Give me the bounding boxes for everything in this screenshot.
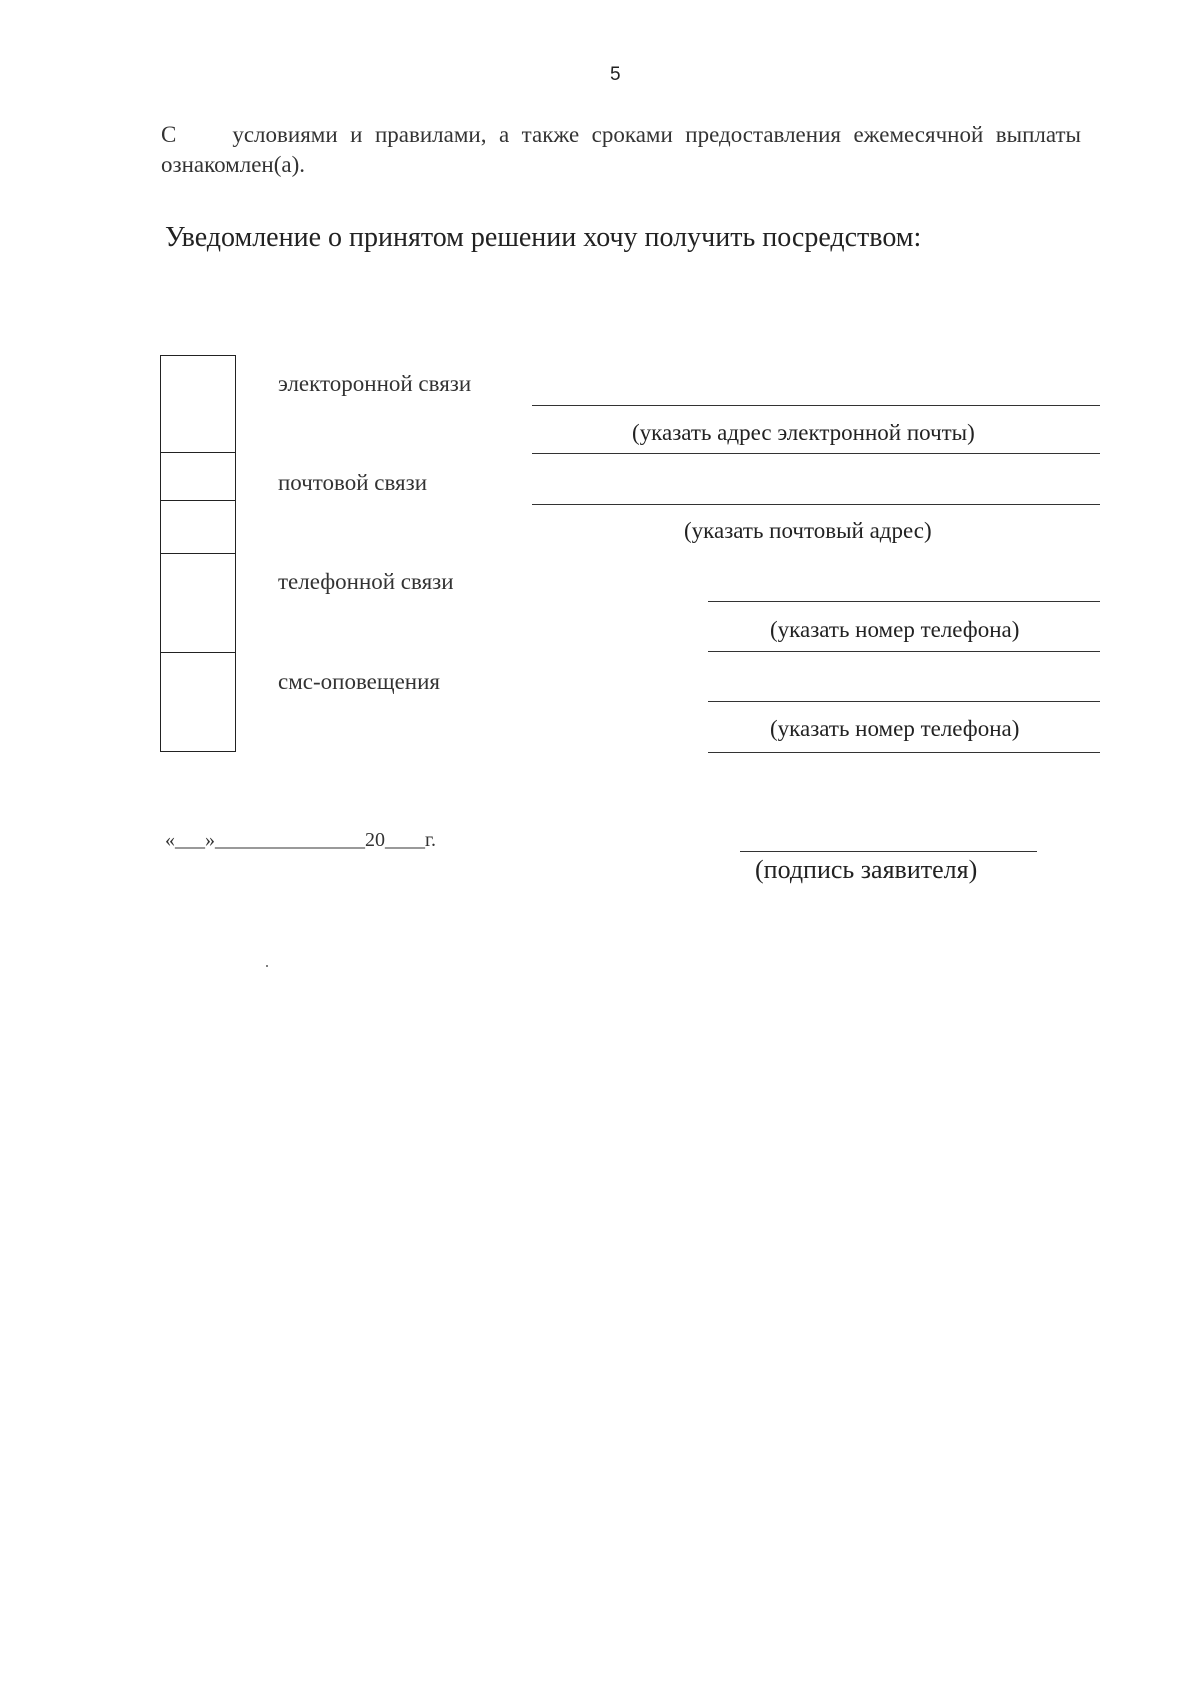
email-field-line[interactable] bbox=[532, 405, 1100, 406]
email-field-hint: (указать адрес электронной почты) bbox=[632, 420, 975, 445]
post-field-hint: (указать почтовый адрес) bbox=[684, 518, 932, 543]
email-field-underline bbox=[532, 453, 1100, 454]
sms-option-label: смс-оповещения bbox=[278, 669, 440, 694]
intro-lead: С bbox=[161, 122, 177, 147]
sms-field-line[interactable] bbox=[708, 701, 1100, 702]
notification-heading: Уведомление о принятом решении хочу получить посредством: bbox=[165, 222, 922, 253]
post-checkbox[interactable] bbox=[160, 452, 236, 502]
phone-field-hint: (указать номер телефона) bbox=[770, 617, 1020, 642]
phone-field-underline bbox=[708, 651, 1100, 652]
phone-option-label: телефонной связи bbox=[278, 569, 454, 594]
email-option-label: электоронной связи bbox=[278, 371, 472, 396]
scan-speck bbox=[266, 965, 268, 967]
sms-field-hint: (указать номер телефона) bbox=[770, 716, 1020, 741]
sms-checkbox[interactable] bbox=[160, 652, 236, 752]
date-field[interactable]: «___»_______________20____г. bbox=[165, 829, 436, 851]
intro-text: условиями и правилами, а также сроками предоставления ежемесячной выплаты ознакомлен(а). bbox=[161, 122, 1081, 177]
signature-line[interactable] bbox=[740, 851, 1037, 852]
phone-field-line[interactable] bbox=[708, 601, 1100, 602]
intro-paragraph bbox=[161, 120, 1081, 180]
sms-field-underline bbox=[708, 752, 1100, 753]
email-checkbox[interactable] bbox=[160, 355, 236, 454]
signature-caption: (подпись заявителя) bbox=[755, 855, 978, 884]
page-number: 5 bbox=[610, 64, 621, 85]
phone-checkbox[interactable] bbox=[160, 553, 236, 654]
post-field-line[interactable] bbox=[532, 504, 1100, 505]
post-checkbox-extra bbox=[160, 500, 236, 555]
post-option-label: почтовой связи bbox=[278, 470, 428, 495]
